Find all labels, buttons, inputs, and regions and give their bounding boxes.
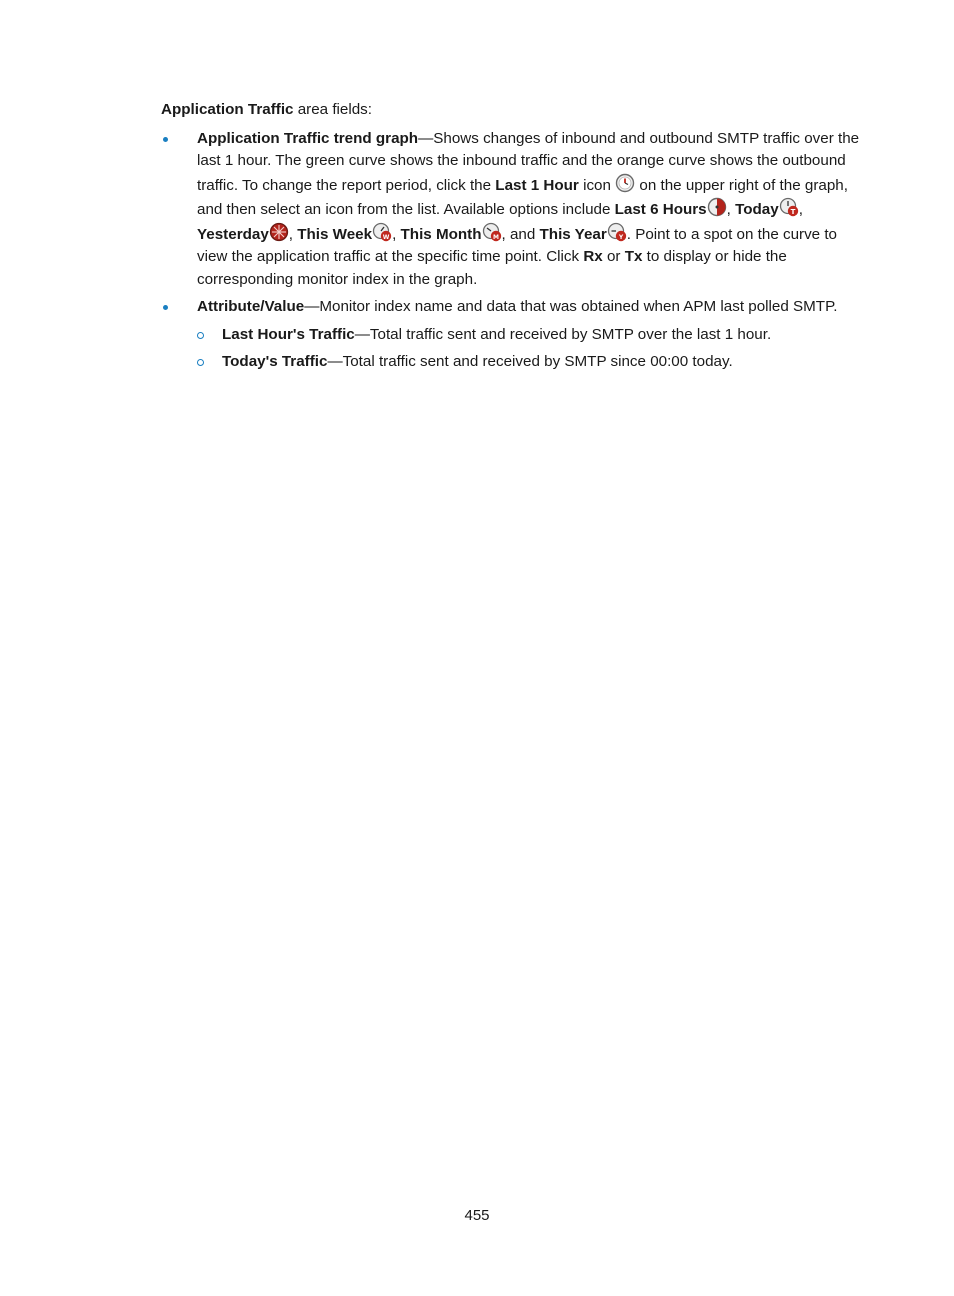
item-text: icon bbox=[578, 176, 616, 194]
item-text: , and bbox=[501, 225, 540, 243]
sub-item-label: Today's Traffic bbox=[222, 353, 328, 370]
item-text: , bbox=[798, 201, 803, 218]
sub-list bbox=[197, 324, 871, 374]
last-6-hours-icon bbox=[707, 197, 727, 217]
item-text: , bbox=[726, 201, 736, 218]
item-text: , bbox=[392, 225, 401, 243]
this-year-icon bbox=[607, 222, 627, 242]
term-yesterday: Yesterday bbox=[197, 225, 269, 243]
sub-bullet bbox=[197, 359, 204, 366]
this-month-icon bbox=[482, 222, 502, 242]
svg-text:W: W bbox=[382, 233, 390, 241]
svg-text:T: T bbox=[790, 208, 796, 216]
page-number: 455 bbox=[464, 1207, 490, 1224]
clock-icon bbox=[615, 173, 635, 193]
sub-item-text: —Total traffic sent and received by SMTP over the last 1 hour. bbox=[354, 325, 772, 343]
term-this-year: This Year bbox=[539, 225, 607, 243]
item-text: —Monitor index name and data that was obtained when APM last polled SMTP. bbox=[304, 298, 838, 315]
item-text: to display or hide the corresponding monitor index in the graph. bbox=[197, 248, 787, 288]
sub-item-label: Last Hour's Traffic bbox=[222, 325, 355, 343]
item-label: Application Traffic trend graph bbox=[197, 129, 419, 147]
bullet-list bbox=[161, 128, 871, 374]
bullet-dot bbox=[163, 137, 168, 142]
intro-text: area fields: bbox=[293, 101, 372, 118]
item-text: . Point to a spot on the curve to view the application traffic at the specific time point. Click bbox=[197, 225, 838, 265]
item-text: on the upper right of the graph, and then select an icon from the list. Available options include bbox=[197, 176, 848, 218]
yesterday-icon bbox=[269, 222, 289, 242]
svg-text:M: M bbox=[492, 233, 499, 241]
today-icon bbox=[779, 197, 799, 217]
this-week-icon bbox=[372, 222, 392, 242]
item-text: or bbox=[602, 248, 625, 265]
svg-text:Y: Y bbox=[618, 233, 623, 241]
term-this-month: This Month bbox=[400, 225, 482, 243]
term-last-6-hours: Last 6 Hours bbox=[614, 201, 707, 218]
sub-item-text: —Total traffic sent and received by SMTP since 00:00 today. bbox=[327, 353, 733, 370]
list-item bbox=[161, 128, 871, 292]
list-item bbox=[161, 296, 871, 374]
item-text: , bbox=[288, 225, 298, 243]
intro-paragraph bbox=[161, 99, 871, 122]
document-body bbox=[161, 99, 871, 379]
sub-bullet bbox=[197, 332, 204, 339]
term-last-1-hour: Last 1 Hour bbox=[495, 176, 579, 194]
item-text: —Shows changes of inbound and outbound SMTP traffic over the last 1 hour. The green curve shows the inbound traffic and the orange curve shows the outbound traffic. To change the report period, click the bbox=[197, 129, 860, 194]
sub-list-item bbox=[197, 351, 871, 374]
item-label: Attribute/Value bbox=[197, 298, 305, 315]
bullet-dot bbox=[163, 305, 168, 310]
term-this-week: This Week bbox=[297, 225, 373, 243]
term-rx: Rx bbox=[583, 248, 603, 265]
term-tx: Tx bbox=[624, 248, 643, 265]
sub-list-item bbox=[197, 324, 871, 347]
term-today: Today bbox=[735, 201, 779, 218]
intro-bold: Application Traffic bbox=[161, 101, 294, 118]
